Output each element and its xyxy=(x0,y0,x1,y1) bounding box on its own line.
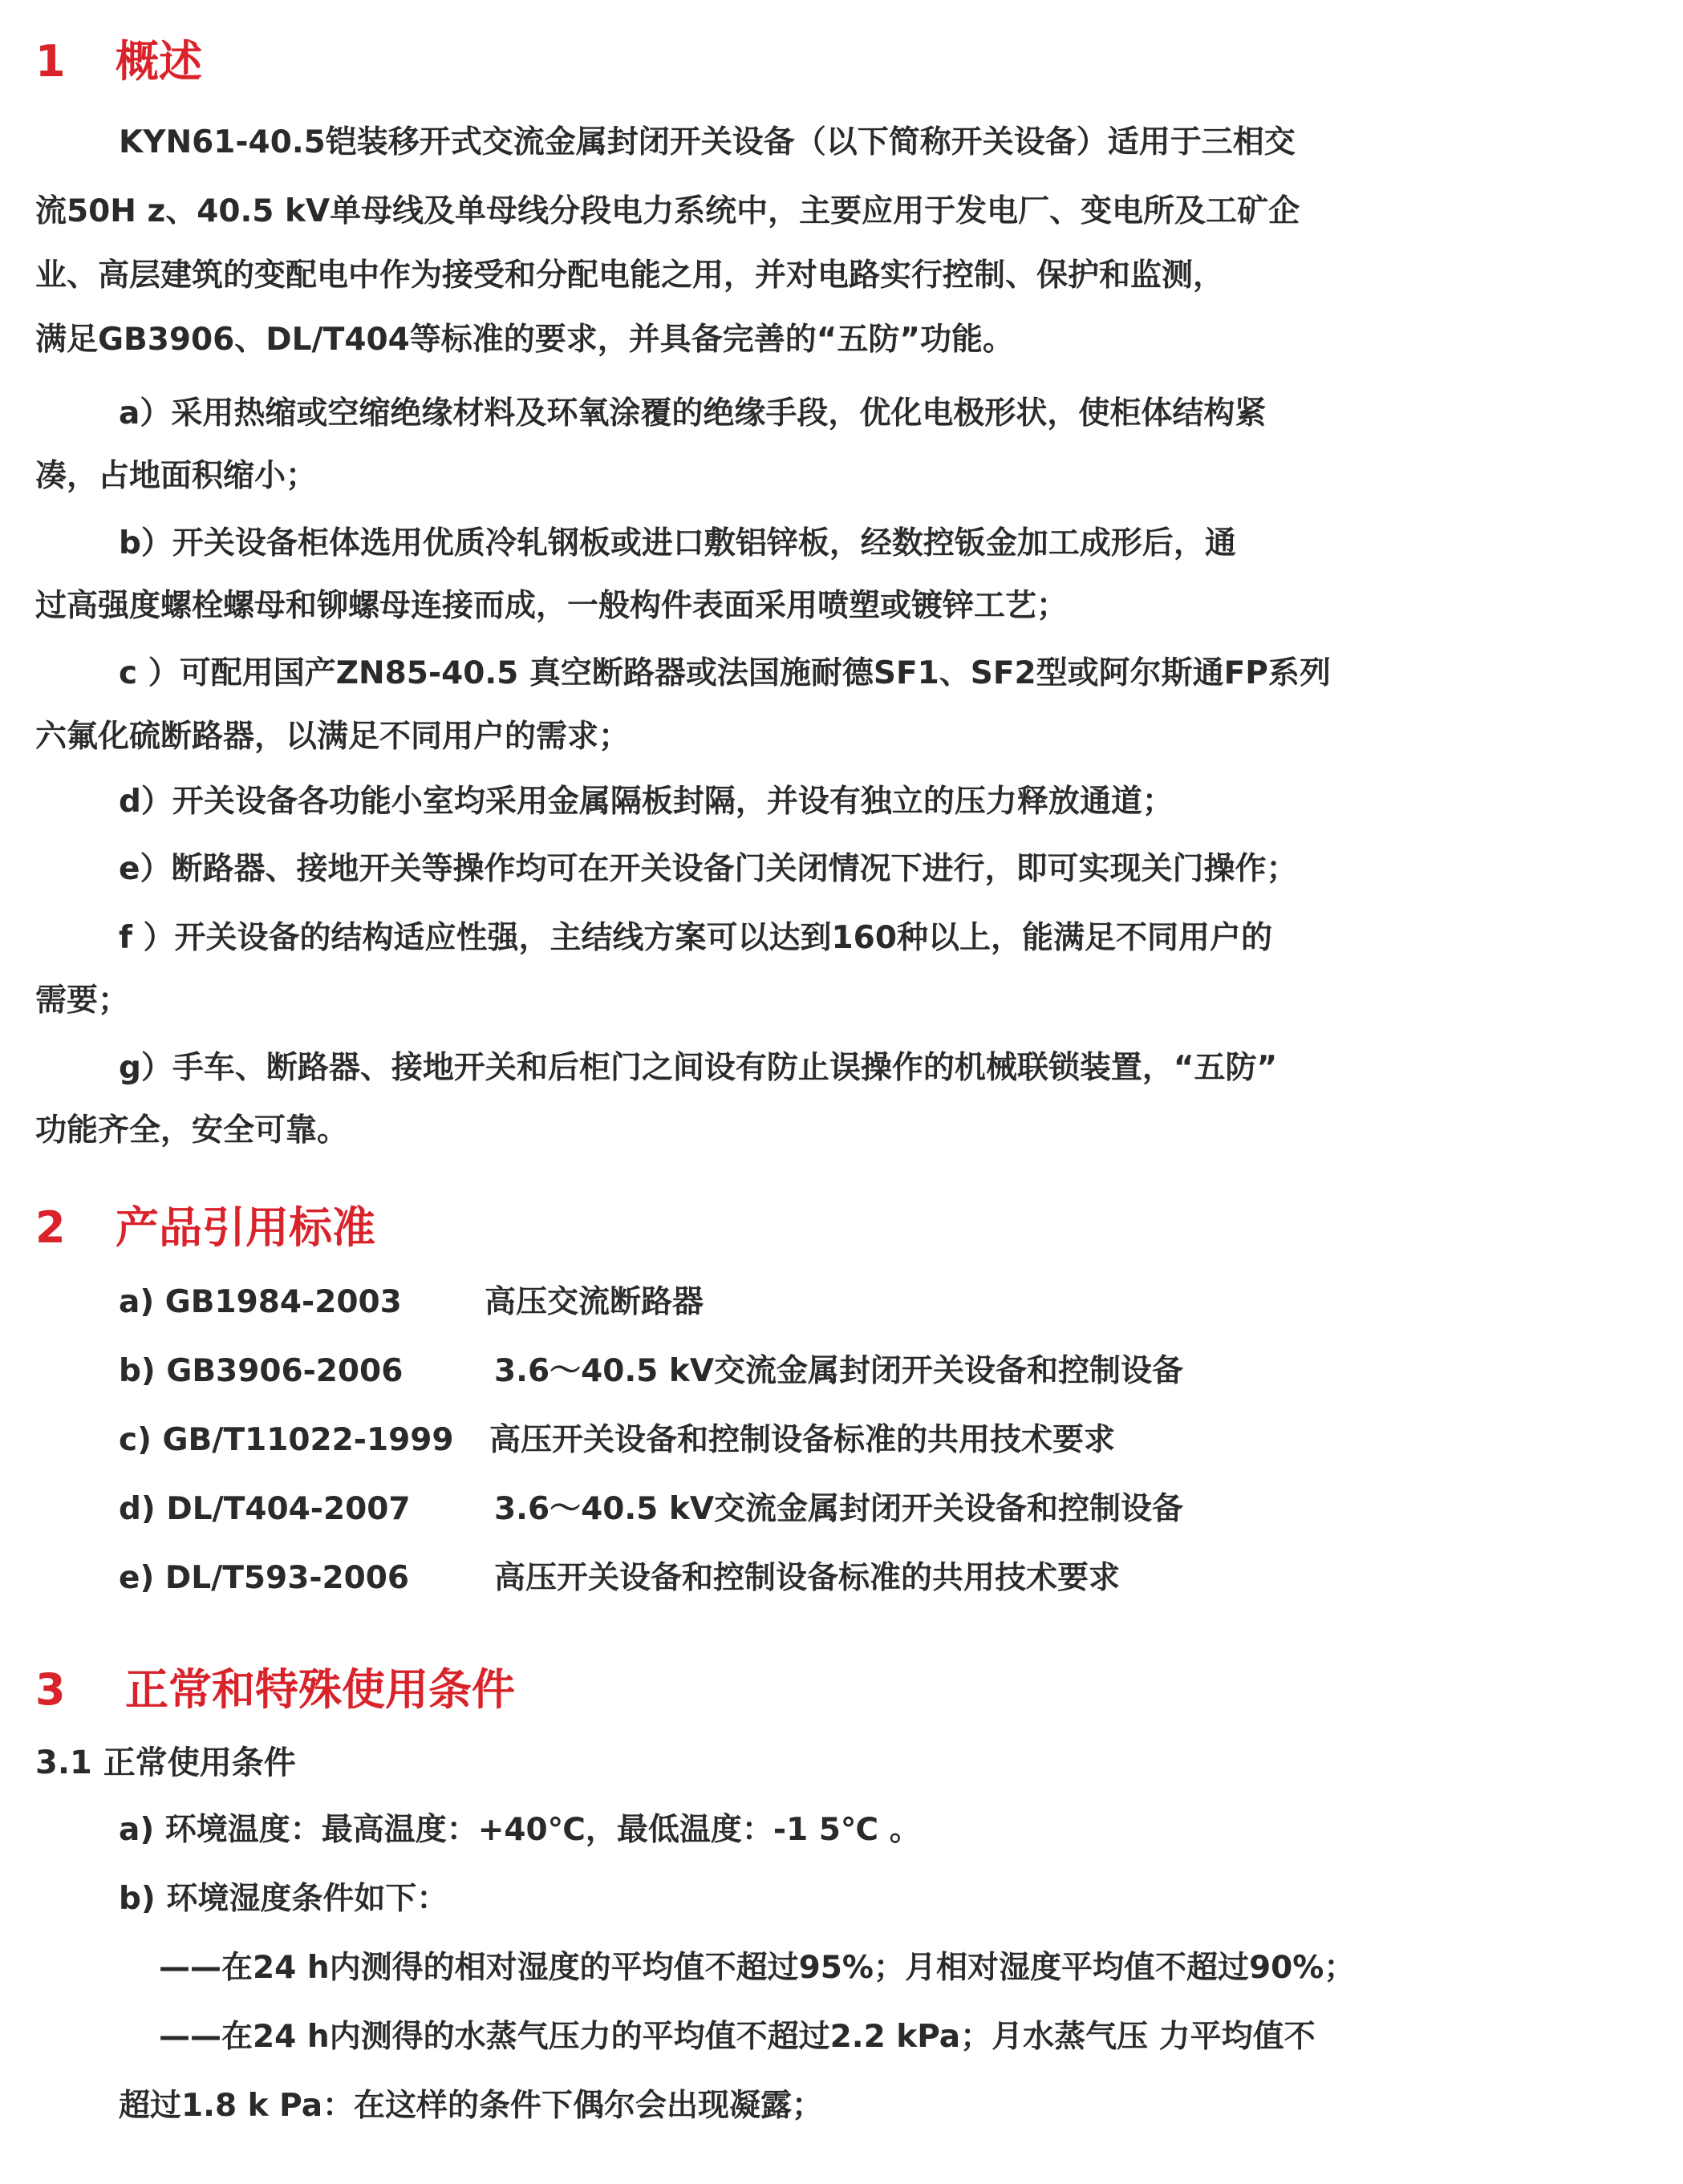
intro-line-4: 满足GB3906、DL/T404等标准的要求，并具备完善的“五防”功能。 xyxy=(35,322,1015,358)
condition-b-2-line-2: 超过1.8 k Pa：在这样的条件下偶尔会出现凝露； xyxy=(119,2088,824,2124)
section-2-heading xyxy=(35,1200,375,1256)
list-item-b-line-1: b）开关设备柜体选用优质冷轧钢板或进口敷铝锌板，经数控钣金加工成形后，通 xyxy=(119,525,1236,561)
section-3-heading xyxy=(35,1662,515,1718)
list-item-g-line-2: 功能齐全，安全可靠。 xyxy=(35,1112,349,1149)
standard-name: 高压开关设备和控制设备标准的共用技术要求 xyxy=(494,1560,1121,1596)
section-number: 2 xyxy=(35,1202,66,1253)
list-item-f-line-1: f ）开关设备的结构适应性强，主结线方案可以达到160种以上，能满足不同用户的 xyxy=(119,920,1272,956)
condition-a: a) 环境温度：最高温度：+40℃，最低温度：-1 5℃ 。 xyxy=(119,1812,921,1848)
list-item-b-line-2: 过高强度螺栓螺母和铆螺母连接而成，一般构件表面采用喷塑或镀锌工艺； xyxy=(35,588,1069,624)
standard-name: 3.6～40.5 kV交流金属封闭开关设备和控制设备 xyxy=(494,1491,1184,1527)
condition-b: b) 环境湿度条件如下： xyxy=(119,1881,448,1917)
list-item-d: d）开关设备各功能小室均采用金属隔板封隔，并设有独立的压力释放通道； xyxy=(119,784,1174,820)
subsection-3-1-heading: 3.1 正常使用条件 xyxy=(35,1744,296,1781)
standard-code: d) DL/T404-2007 xyxy=(119,1491,411,1527)
standard-name: 高压开关设备和控制设备标准的共用技术要求 xyxy=(489,1422,1116,1458)
intro-line-3: 业、高层建筑的变配电中作为接受和分配电能之用，并对电路实行控制、保护和监测， xyxy=(35,257,1225,294)
standard-name: 3.6～40.5 kV交流金属封闭开关设备和控制设备 xyxy=(494,1353,1184,1389)
standard-code: c) GB/T11022-1999 xyxy=(119,1422,454,1458)
condition-b-2-line-1: ——在24 h内测得的水蒸气压力的平均值不超过2.2 kPa；月水蒸气压 力平均值不 xyxy=(159,2019,1316,2055)
list-item-e: e）断路器、接地开关等操作均可在开关设备门关闭情况下进行，即可实现关门操作； xyxy=(119,851,1298,887)
standard-code: a) GB1984-2003 xyxy=(119,1284,402,1320)
section-1-heading xyxy=(35,34,202,90)
list-item-c-line-1: c ）可配用国产ZN85-40.5 真空断路器或法国施耐德SF1、SF2型或阿尔斯通FP系列 xyxy=(119,655,1331,691)
standard-code: b) GB3906-2006 xyxy=(119,1353,404,1389)
list-item-c-line-2: 六氟化硫断路器，以满足不同用户的需求； xyxy=(35,719,631,755)
list-item-f-line-2: 需要； xyxy=(35,983,130,1019)
intro-line-2: 流50H z、40.5 kV单母线及单母线分段电力系统中，主要应用于发电厂、变电所及工矿企 xyxy=(35,193,1300,229)
section-number: 3 xyxy=(35,1664,66,1715)
section-number: 1 xyxy=(35,36,66,87)
standard-name: 高压交流断路器 xyxy=(485,1284,704,1320)
section-title: 产品引用标准 xyxy=(116,1202,375,1253)
section-title: 正常和特殊使用条件 xyxy=(125,1664,515,1715)
section-title: 概述 xyxy=(116,36,202,87)
condition-b-1: ——在24 h内测得的相对湿度的平均值不超过95%；月相对湿度平均值不超过90%； xyxy=(159,1950,1356,1986)
list-item-a-line-2: 凑，占地面积缩小； xyxy=(35,458,318,494)
intro-line-1: KYN61-40.5铠装移开式交流金属封闭开关设备（以下简称开关设备）适用于三相交 xyxy=(119,124,1296,160)
list-item-a-line-1: a）采用热缩或空缩绝缘材料及环氧涂覆的绝缘手段，优化电极形状，使柜体结构紧 xyxy=(119,395,1267,432)
standard-code: e) DL/T593-2006 xyxy=(119,1560,410,1596)
list-item-g-line-1: g）手车、断路器、接地开关和后柜门之间设有防止误操作的机械联锁装置，“五防” xyxy=(119,1050,1278,1086)
